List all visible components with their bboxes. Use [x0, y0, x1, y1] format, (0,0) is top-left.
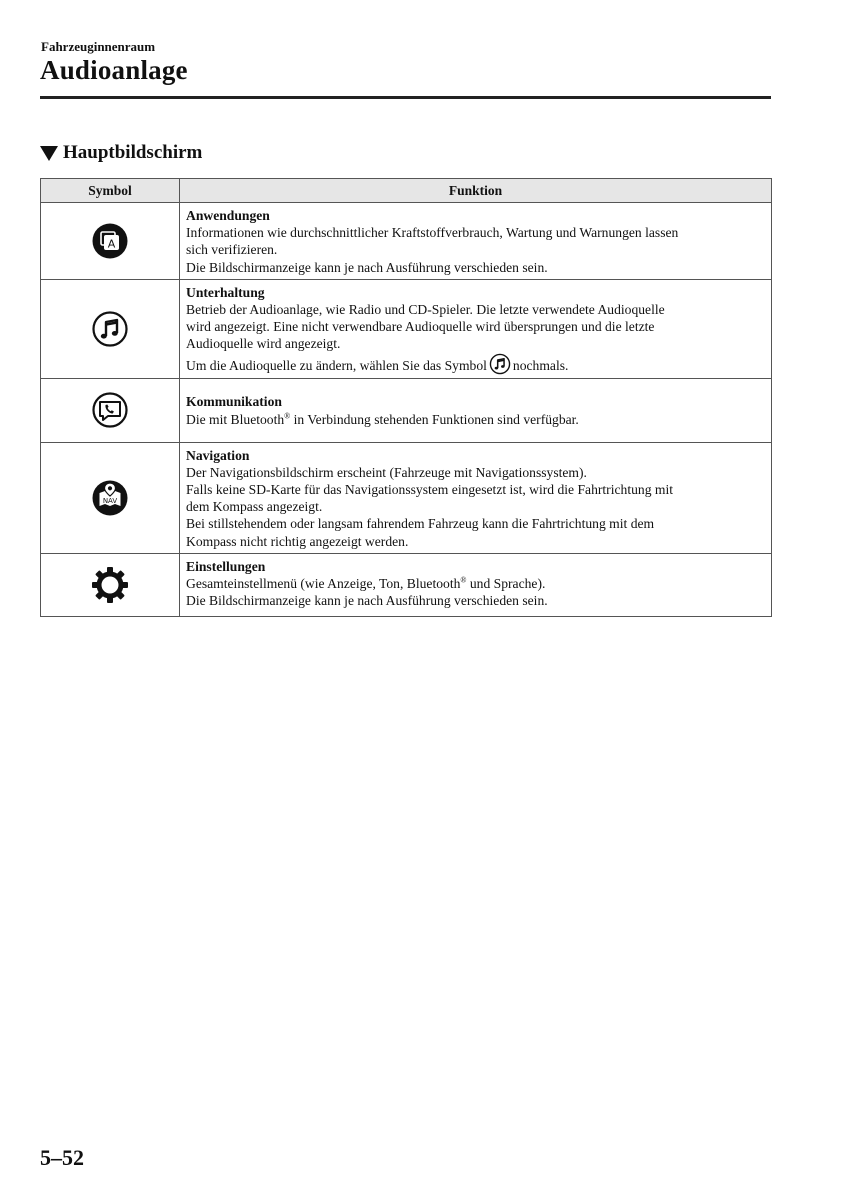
applications-icon	[91, 222, 129, 260]
function-text: Kompass nicht richtig angezeigt werden.	[186, 533, 409, 549]
function-text: Audioquelle wird angezeigt.	[186, 336, 341, 352]
gear-icon	[91, 566, 129, 604]
function-text: in Verbindung stehenden Funktionen sind verfügbar.	[290, 411, 579, 427]
triangle-down-icon	[40, 146, 58, 161]
table-row	[41, 203, 772, 280]
table-row	[41, 442, 772, 553]
symbol-cell	[41, 279, 180, 378]
function-table	[40, 178, 772, 617]
navigation-icon	[91, 479, 129, 517]
symbol-cell	[41, 378, 180, 442]
music-note-icon	[91, 310, 129, 348]
section-heading	[40, 142, 202, 164]
function-title: Kommunikation	[186, 394, 282, 410]
function-text: Die Bildschirmanzeige kann je nach Ausführung verschieden sein.	[186, 593, 548, 609]
function-text: Bei stillstehendem oder langsam fahrendem Fahrzeug kann die Fahrtrichtung mit dem	[186, 516, 655, 532]
function-text: wird angezeigt. Eine nicht verwendbare Audioquelle wird übersprungen und die letzte	[186, 319, 655, 335]
page-title: Audioanlage	[40, 55, 188, 85]
function-text: Die Bildschirmanzeige kann je nach Ausführung verschieden sein.	[186, 259, 548, 275]
function-title: Einstellungen	[186, 558, 266, 574]
function-text: Der Navigationsbildschirm erscheint (Fahrzeuge mit Navigationssystem).	[186, 464, 587, 480]
function-title: Navigation	[186, 447, 250, 463]
function-text: dem Kompass angezeigt.	[186, 499, 323, 515]
function-text: Um die Audioquelle zu ändern, wählen Sie das Symbol	[186, 357, 487, 373]
function-cell	[180, 378, 772, 442]
table-row	[41, 378, 772, 442]
phone-chat-icon	[91, 391, 129, 429]
function-cell	[180, 203, 772, 280]
navigation-icon-label: NAV	[102, 496, 118, 505]
symbol-cell	[41, 553, 180, 616]
function-title: Unterhaltung	[186, 284, 265, 300]
function-text: Betrieb der Audioanlage, wie Radio und CD-Spieler. Die letzte verwendete Audioquelle	[186, 302, 665, 318]
function-text: sich verifizieren.	[186, 242, 278, 258]
music-note-icon	[489, 353, 511, 375]
symbol-cell	[41, 203, 180, 280]
column-header-function: Funktion	[180, 179, 772, 203]
function-text: Informationen wie durchschnittlicher Kraftstoffverbrauch, Wartung und Warnungen lassen	[186, 225, 679, 241]
section-title: Hauptbildschirm	[63, 142, 203, 163]
registered-mark: ®	[284, 411, 291, 421]
header-divider	[40, 96, 771, 99]
applications-icon-letter: A	[107, 237, 116, 251]
chapter-label: Fahrzeuginnenraum	[41, 39, 156, 54]
symbol-cell	[41, 442, 180, 553]
function-text: und Sprache).	[466, 576, 546, 592]
function-text-with-icon	[186, 353, 763, 375]
function-cell	[180, 279, 772, 378]
table-header-row	[41, 179, 772, 203]
table-row	[41, 279, 772, 378]
function-text: nochmals.	[512, 357, 569, 373]
function-text: Falls keine SD-Karte für das Navigationssystem eingesetzt ist, wird die Fahrtrichtung mit	[186, 482, 674, 498]
function-cell	[180, 442, 772, 553]
column-header-symbol: Symbol	[41, 179, 180, 203]
function-text-line	[186, 575, 763, 592]
function-text-line	[186, 411, 763, 428]
table-row	[41, 553, 772, 616]
function-text: Gesamteinstellmenü (wie Anzeige, Ton, Bluetooth	[186, 576, 461, 592]
function-text: Die mit Bluetooth	[186, 411, 285, 427]
function-cell	[180, 553, 772, 616]
registered-mark: ®	[460, 575, 467, 585]
function-title: Anwendungen	[186, 208, 270, 223]
page-number: 5–52	[40, 1145, 84, 1170]
